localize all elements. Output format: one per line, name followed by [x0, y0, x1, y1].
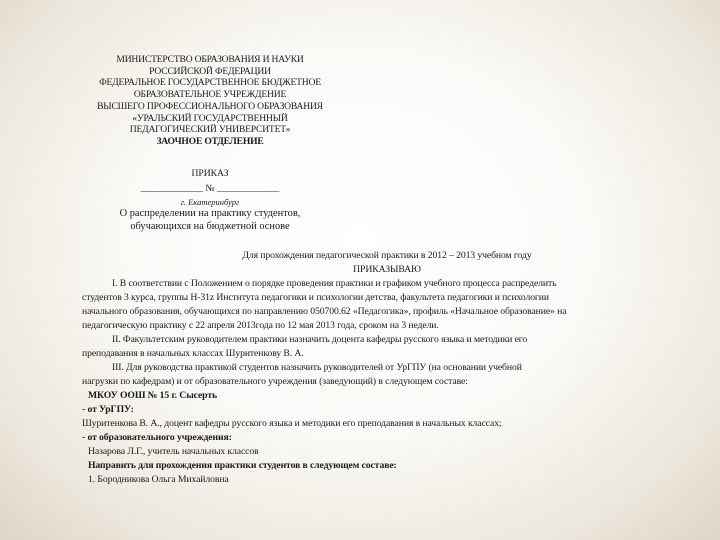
- school-supervisor: Назарова Л.Г., учитель начальных классов: [88, 446, 259, 457]
- subject-line: обучающихся на бюджетной основе: [130, 221, 290, 232]
- order-number-line: _____________ № _____________: [140, 183, 280, 194]
- item-1-line: начального образования, обучающихся по направлению 050700.62 «Педагогика», профиль «Начальное образование» на: [82, 306, 567, 317]
- item-1-line: педагогическую практику с 22 апреля 2013года по 12 мая 2013 года, сроком на 3 недели.: [82, 320, 439, 331]
- student-item: 1. Бородникова Ольга Михайловна: [88, 474, 229, 485]
- header-line: ФЕДЕРАЛЬНОЕ ГОСУДАРСТВЕННОЕ БЮДЖЕТНОЕ: [99, 77, 321, 89]
- header-line: РОССИЙСКОЙ ФЕДЕРАЦИИ: [149, 65, 271, 77]
- header-line: ОБРАЗОВАТЕЛЬНОЕ УЧРЕЖДЕНИЕ: [133, 89, 287, 101]
- order-title: ПРИКАЗ: [191, 168, 229, 179]
- intro-line: Для прохождения педагогической практики в 2012 – 2013 учебном году: [242, 250, 532, 261]
- header-line: «УРАЛЬСКИЙ ГОСУДАРСТВЕННЫЙ: [132, 112, 288, 124]
- item-3-line: III. Для руководства практикой студентов назначить руководителей от УрГПУ (на основании учебной: [112, 362, 522, 373]
- order-subject: [60, 207, 360, 233]
- school-name: МКОУ ООШ № 15 г. Сысерть: [88, 390, 218, 401]
- subject-line: О распределении на практику студентов,: [119, 208, 301, 219]
- item-1-line: студентов 3 курса, группы Н-31z Института педагогики и психологии детства, факультета педагогики и психологии: [82, 292, 549, 303]
- university-supervisor: Шуритенкова В. А., доцент кафедры русского языка и методики его преподавания в начальных классах;: [82, 418, 502, 429]
- header-line: ПЕДАГОГИЧЕСКИЙ УНИВЕРСИТЕТ»: [129, 124, 291, 136]
- order-body: [82, 249, 692, 487]
- header-line: МИНИСТЕРСТВО ОБРАЗОВАНИЯ И НАУКИ: [116, 54, 304, 65]
- item-1-line: I. В соответствии с Положением о порядке проведения практики и графиком учебного процесса распределить: [112, 278, 557, 289]
- header-line: ВЫСШЕГО ПРОФЕССИОНАЛЬНОГО ОБРАЗОВАНИЯ: [97, 100, 323, 112]
- ministry-header: [60, 54, 360, 148]
- order-city: г. Екатеринбург: [180, 197, 240, 207]
- decree-line: ПРИКАЗЫВАЮ: [353, 264, 421, 275]
- department-name: ЗАОЧНОЕ ОТДЕЛЕНИЕ: [156, 135, 264, 147]
- send-students-line: Направить для прохождения практики студентов в следующем составе:: [88, 460, 397, 471]
- from-university-label: - от УрГПУ:: [82, 404, 134, 415]
- item-3-line: нагрузки по кафедрам) и от образовательного учреждения (заведующий) в следующем составе:: [82, 376, 468, 387]
- from-school-label: - от образовательного учреждения:: [82, 432, 232, 443]
- item-2-line: II. Факультетским руководителем практики назначить доцента кафедры русского языка и методики его: [112, 334, 528, 345]
- item-2-line: преподавания в начальных классах Шуритенкову В. А.: [82, 348, 304, 359]
